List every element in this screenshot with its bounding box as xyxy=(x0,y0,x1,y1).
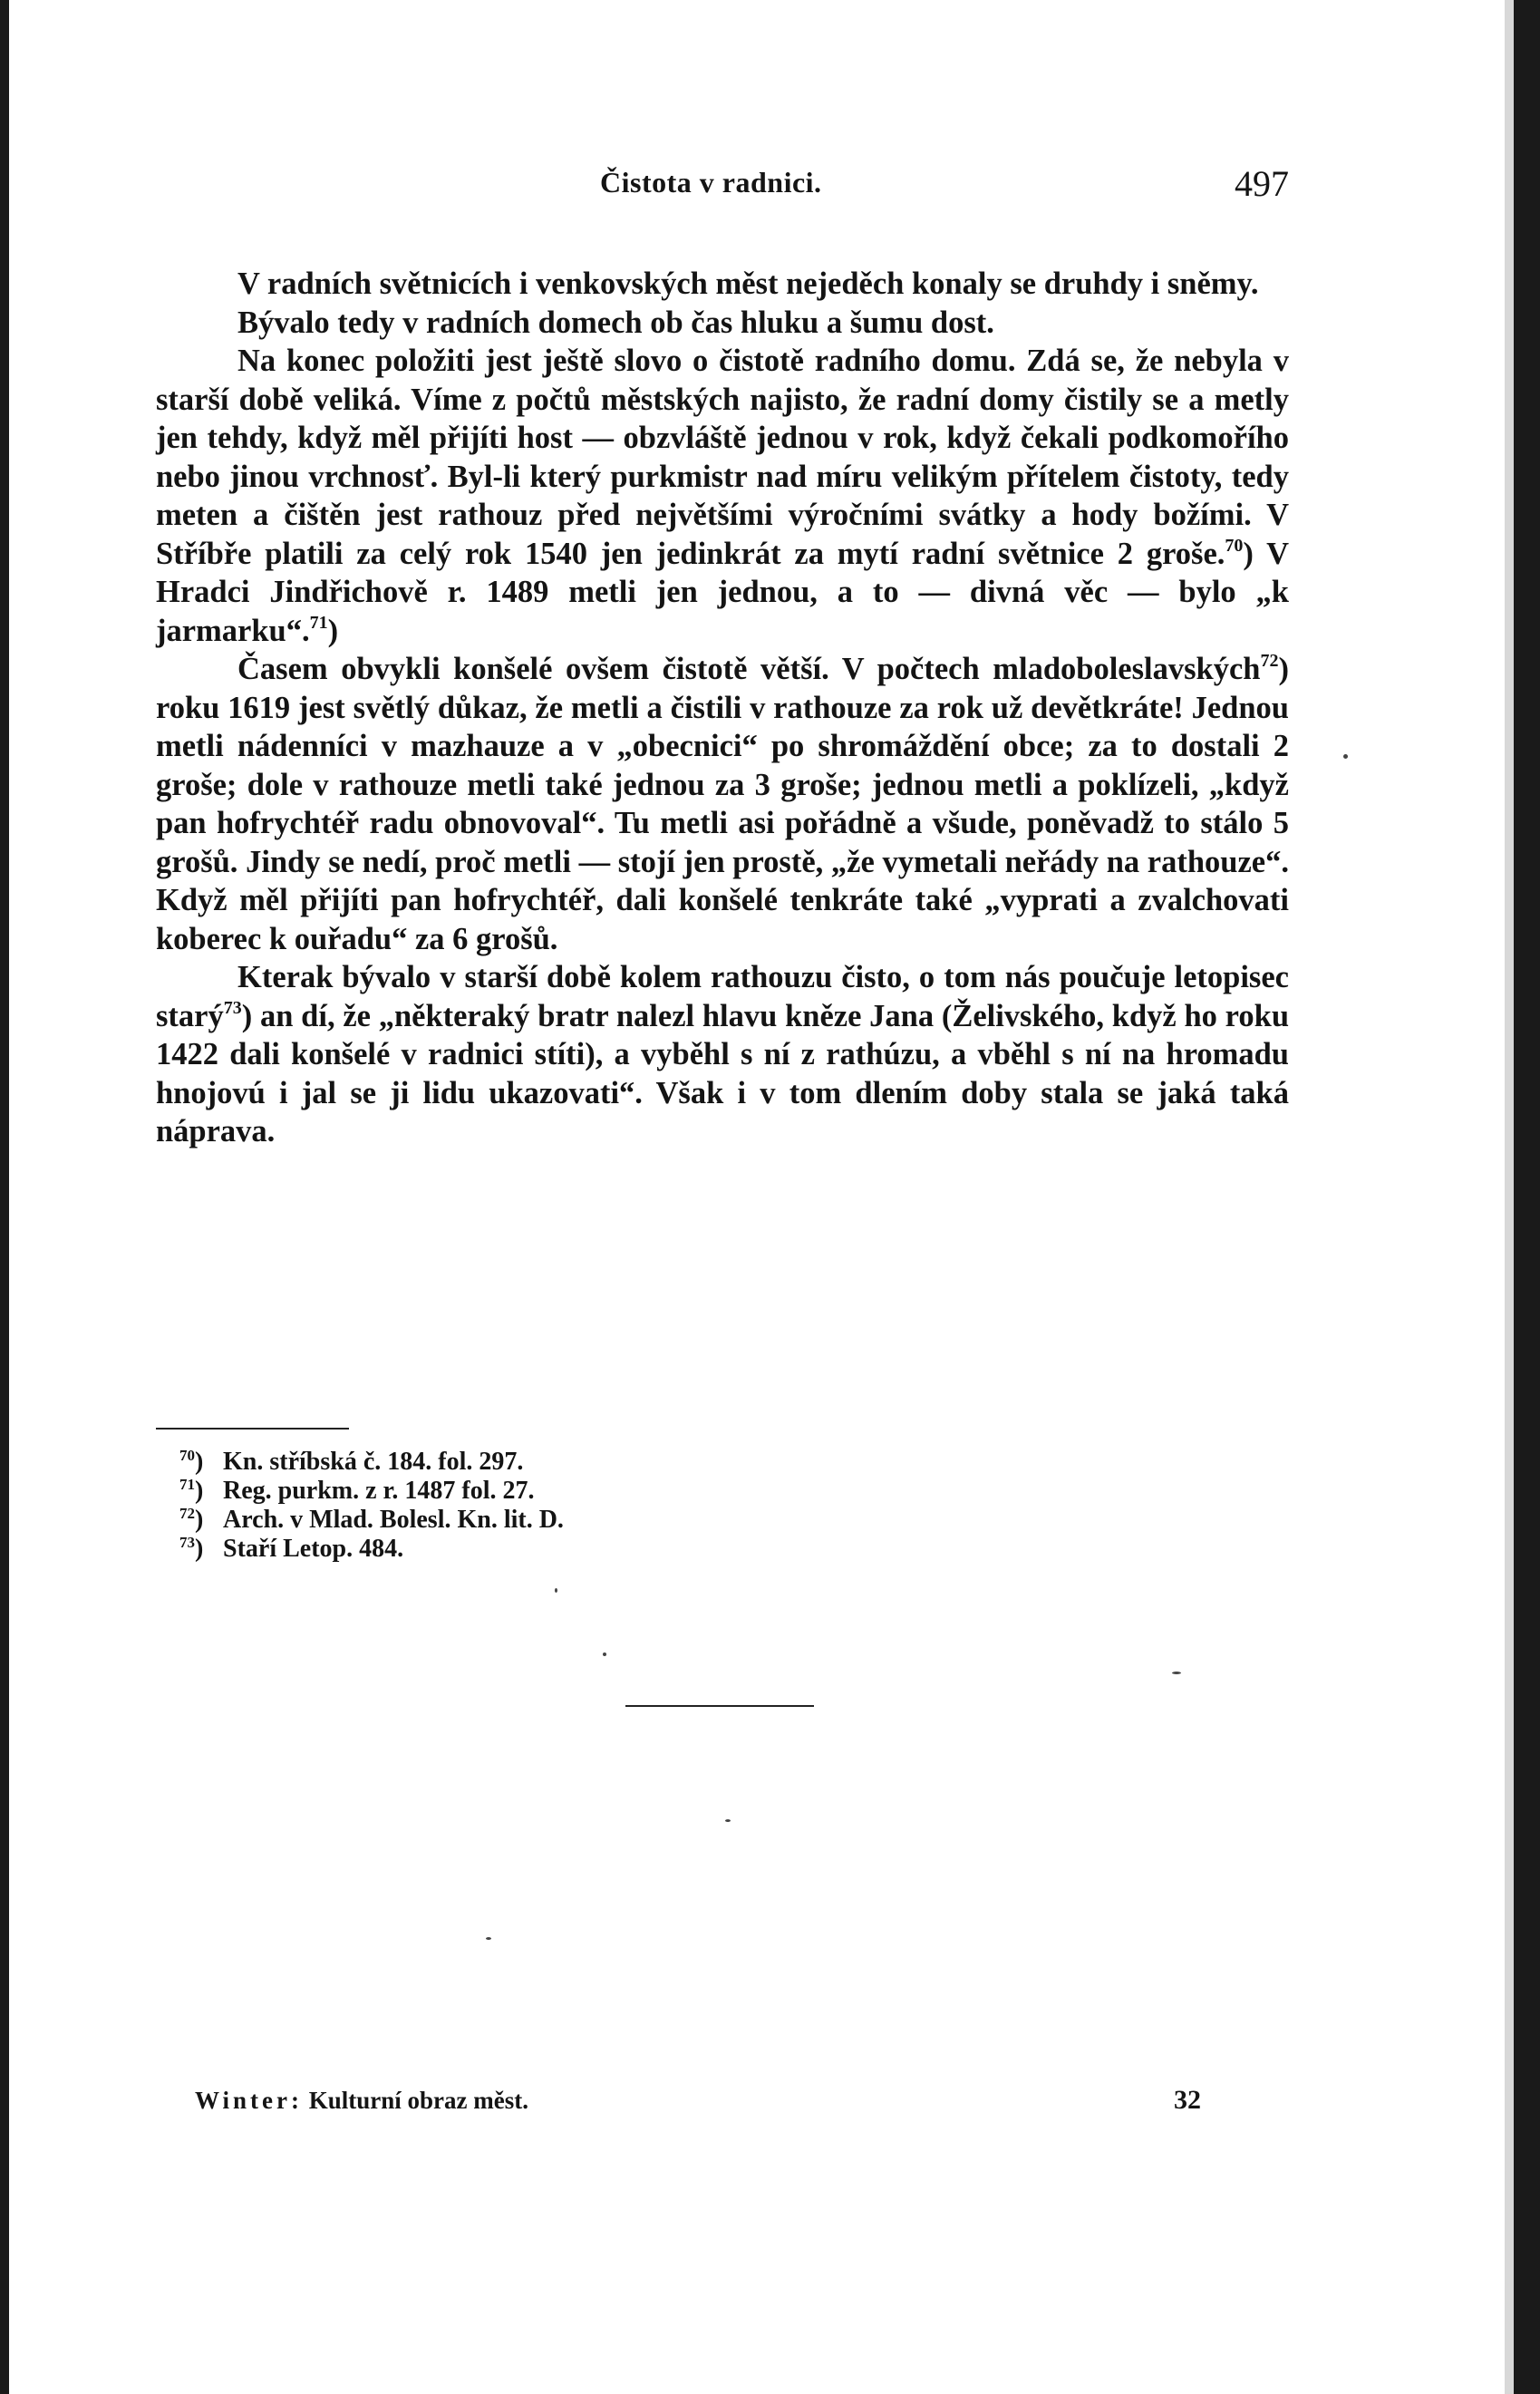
scan-speck xyxy=(1172,1672,1181,1674)
page-number: 497 xyxy=(1235,163,1289,204)
paragraph-5: Kterak bývalo v starší době kolem rathouzu čisto, o tom nás poučuje letopisec starý$^{73}$) an dí, že „některaký bratr nalezl hlavu kněze Jana (Želivského, když ho roku 1422 dali konšelé v radnici stíti), a vyběhl s ní z rathúzu, a vběhl s ní na hromadu hnojovú i jal se ji lidu ukazovati“. Však i v tom dlením doby stala se jaká taká náprava. xyxy=(156,960,1289,1149)
scan-speck xyxy=(486,1937,491,1940)
footnote-71: $^{71}$) Reg. purkm. z r. 1487 fol. 27. xyxy=(179,1476,535,1505)
body-text xyxy=(156,265,1289,1151)
footer-author: Winter: xyxy=(195,2087,303,2114)
footnote-73: $^{73}$) Staří Letop. 484. xyxy=(179,1534,404,1563)
footnote-separator xyxy=(156,1428,349,1430)
sheet-number: 32 xyxy=(1174,2085,1201,2115)
end-rule xyxy=(625,1705,814,1707)
footnote-ref-73[interactable]: 73 xyxy=(223,997,242,1018)
paragraph-2: Bývalo tedy v radních domech ob čas hluku a šumu dost. xyxy=(237,305,994,340)
footnote-70: $^{70}$) Kn. stříbská č. 184. fol. 297. xyxy=(179,1447,524,1476)
footnote-72: $^{72}$) Arch. v Mlad. Bolesl. Kn. lit. D. xyxy=(179,1505,564,1534)
signature-line xyxy=(195,2087,528,2115)
scan-speck xyxy=(555,1588,557,1593)
scan-speck xyxy=(725,1819,731,1822)
footnote-ref-70[interactable]: 70 xyxy=(1225,535,1244,556)
scan-edge-right-shadow xyxy=(1505,0,1514,2394)
scan-speck xyxy=(1343,754,1348,759)
scan-edge-right xyxy=(1514,0,1540,2394)
paragraph-3: Na konec položiti jest ještě slovo o čistotě radního domu. Zdá se, že nebyla v starší době veliká. Víme z počtů městských najisto, že radní domy čistily se a metly jen tehdy, když měl přijíti host — obzvláště jednou v rok, když čekali podkomořího nebo jinou vrchnosť. Byl-li který purkmistr nad míru velikým přítelem čistoty, tedy meten a čištěn jest rathouz před největšími výročními svátky a hody božími. V Stříbře platili za celý rok 1540 jen jedinkrát za mytí radní světnice 2 groše.$^{70}$) V Hradci Jindřichově r. 1489 metli jen jednou, a to — divná věc — bylo „k jarmarku“.$^{71}$) xyxy=(156,344,1289,648)
footer-work: Kulturní obraz měst. xyxy=(308,2087,528,2114)
paragraph-1: V radních světnicích i venkovských měst nejeděch konaly se druhdy i sněmy. xyxy=(237,267,1259,301)
scan-edge-left xyxy=(0,0,9,2394)
footnote-ref-72[interactable]: 72 xyxy=(1260,651,1279,671)
page-header xyxy=(156,163,1289,211)
page-footer xyxy=(195,2087,1201,2123)
scan-speck xyxy=(603,1653,606,1656)
running-title: Čistota v radnici. xyxy=(600,166,822,199)
footnote-ref-71[interactable]: 71 xyxy=(309,612,328,633)
paragraph-4: Časem obvykli konšelé ovšem čistotě větší. V počtech mladoboleslavských$^{72}$) roku 1619 jest světlý důkaz, že metli a čistili v rathouze za rok už devětkráte! Jednou metli nádenníci v mazhauze a v „obecnici“ po shromáždění obce; za to dostali 2 groše; dole v rathouze metli také jednou za 3 groše; jednou metli a poklízeli, „když pan hofrychtéř radu obnovoval“. Tu metli asi pořádně a všude, poněvadž to stálo 5 grošů. Jindy se nedí, proč metli — stojí jen prostě, „že vymetali neřády na rathouze“. Když měl přijíti pan hofrychtéř, dali konšelé tenkráte také „vyprati a zvalchovati koberec k ouřadu“ za 6 grošů. xyxy=(156,651,1289,956)
footnotes xyxy=(179,1447,944,1564)
